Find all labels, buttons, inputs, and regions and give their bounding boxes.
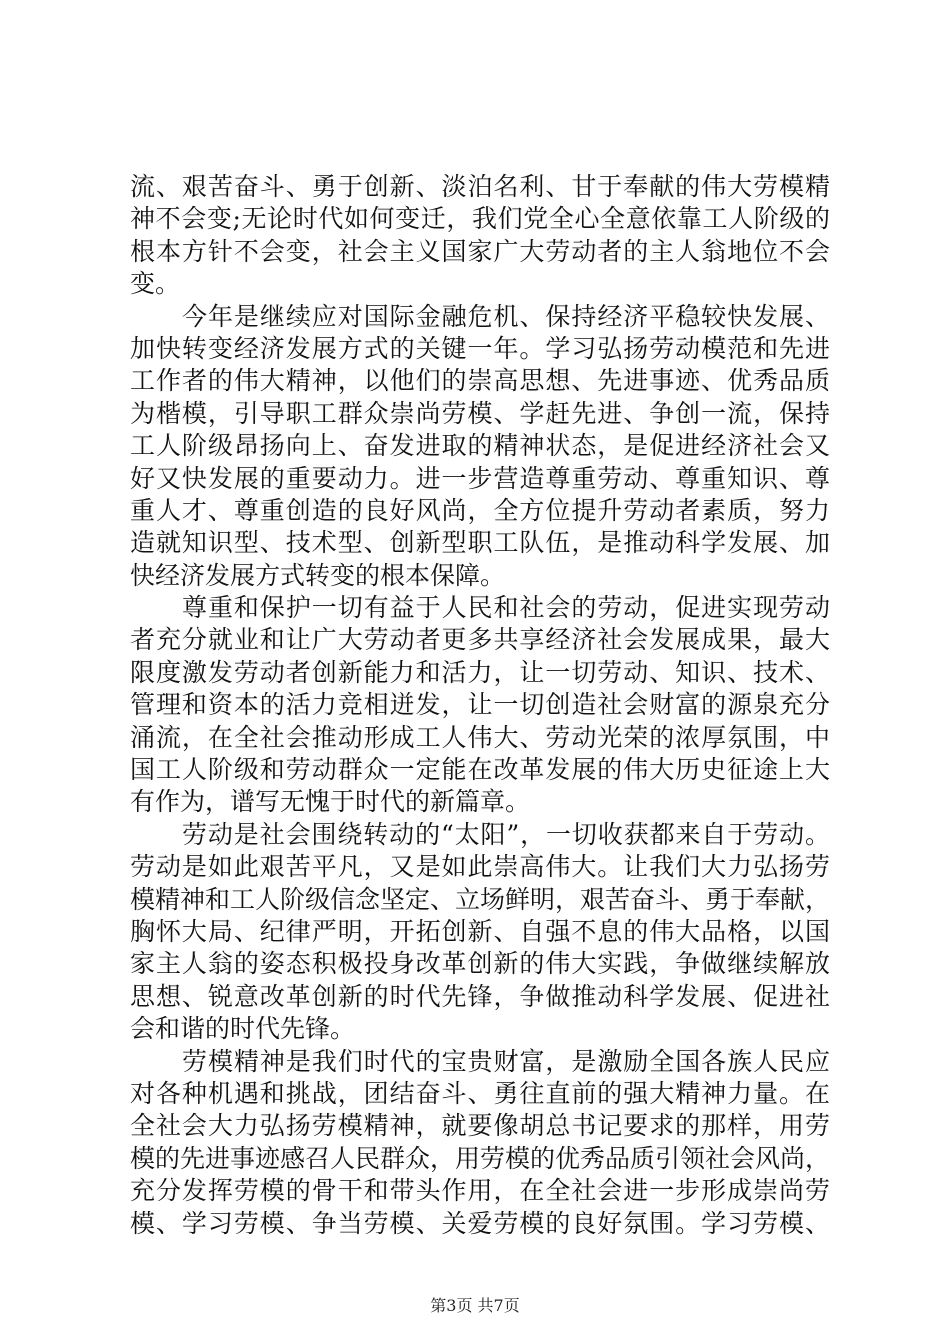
text-line: 全社会大力弘扬劳模精神，就要像胡总书记要求的那样，用劳 — [130, 1111, 830, 1141]
text-line: 根本方针不会变，社会主义国家广大劳动者的主人翁地位不会 — [130, 236, 830, 266]
page-number-footer: 第3页 共7页 — [430, 1296, 520, 1315]
text-line: 神不会变;无论时代如何变迁，我们党全心全意依靠工人阶级的 — [130, 204, 830, 234]
text-line: 胸怀大局、纪律严明，开拓创新、自强不息的伟大品格，以国 — [130, 916, 830, 946]
text-line: 快经济发展方式转变的根本保障。 — [130, 560, 506, 590]
paragraph — [130, 1046, 830, 1240]
text-line: 尊重和保护一切有益于人民和社会的劳动，促进实现劳动 — [182, 593, 830, 623]
paragraph — [130, 301, 830, 593]
text-line: 思想、锐意改革创新的时代先锋，争做推动科学发展、促进社 — [130, 981, 830, 1011]
text-line: 有作为，谱写无愧于时代的新篇章。 — [130, 787, 531, 817]
text-line: 充分发挥劳模的骨干和带头作用，在全社会进一步形成崇尚劳 — [130, 1176, 830, 1206]
paragraph — [130, 171, 830, 301]
text-line: 模的先进事迹感召人民群众，用劳模的优秀品质引领社会风尚， — [130, 1143, 831, 1173]
text-line: 会和谐的时代先锋。 — [130, 1014, 356, 1044]
text-line: 劳模精神是我们时代的宝贵财富，是激励全国各族人民应 — [182, 1046, 830, 1076]
text-line: 工作者的伟大精神，以他们的崇高思想、先进事迹、优秀品质 — [130, 366, 830, 396]
text-line: 模精神和工人阶级信念坚定、立场鲜明，艰苦奋斗、勇于奉献， — [130, 884, 831, 914]
text-line: 劳动是如此艰苦平凡，又是如此崇高伟大。让我们大力弘扬劳 — [130, 852, 830, 882]
text-line: 今年是继续应对国际金融危机、保持经济平稳较快发展、 — [182, 301, 830, 331]
text-line: 加快转变经济发展方式的关键一年。学习弘扬劳动模范和先进 — [130, 333, 830, 363]
text-line: 造就知识型、技术型、创新型职工队伍，是推动科学发展、加 — [130, 528, 830, 558]
text-line: 流、艰苦奋斗、勇于创新、淡泊名利、甘于奉献的伟大劳模精 — [130, 172, 830, 201]
text-line: 好又快发展的重要动力。进一步营造尊重劳动、尊重知识、尊 — [130, 463, 830, 493]
text-line: 限度激发劳动者创新能力和活力，让一切劳动、知识、技术、 — [130, 657, 830, 687]
text-line: 者充分就业和让广大劳动者更多共享经济社会发展成果，最大 — [130, 625, 830, 655]
paragraph — [130, 592, 830, 819]
text-line: 家主人翁的姿态积极投身改革创新的伟大实践，争做继续解放 — [130, 949, 830, 979]
text-line: 模、学习劳模、争当劳模、关爱劳模的良好氛围。学习劳模、 — [130, 1208, 830, 1238]
text-line: 国工人阶级和劳动群众一定能在改革发展的伟大历史征途上大 — [130, 755, 830, 785]
text-line: 对各种机遇和挑战，团结奋斗、勇往直前的强大精神力量。在 — [130, 1078, 830, 1108]
text-line: 劳动是社会围绕转动的“太阳”，一切收获都来自于劳动。 — [182, 819, 830, 849]
text-line: 工人阶级昂扬向上、奋发进取的精神状态，是促进经济社会又 — [130, 431, 830, 461]
paragraph — [130, 819, 830, 1046]
text-line: 为楷模，引导职工群众崇尚劳模、学赶先进、争创一流，保持 — [130, 398, 830, 428]
text-line: 管理和资本的活力竞相迸发，让一切创造社会财富的源泉充分 — [130, 690, 830, 720]
text-line: 涌流，在全社会推动形成工人伟大、劳动光荣的浓厚氛围，中 — [130, 722, 830, 752]
text-line: 重人才、尊重创造的良好风尚，全方位提升劳动者素质，努力 — [130, 495, 830, 525]
document-body — [130, 171, 830, 1240]
text-line: 变。 — [130, 269, 181, 299]
